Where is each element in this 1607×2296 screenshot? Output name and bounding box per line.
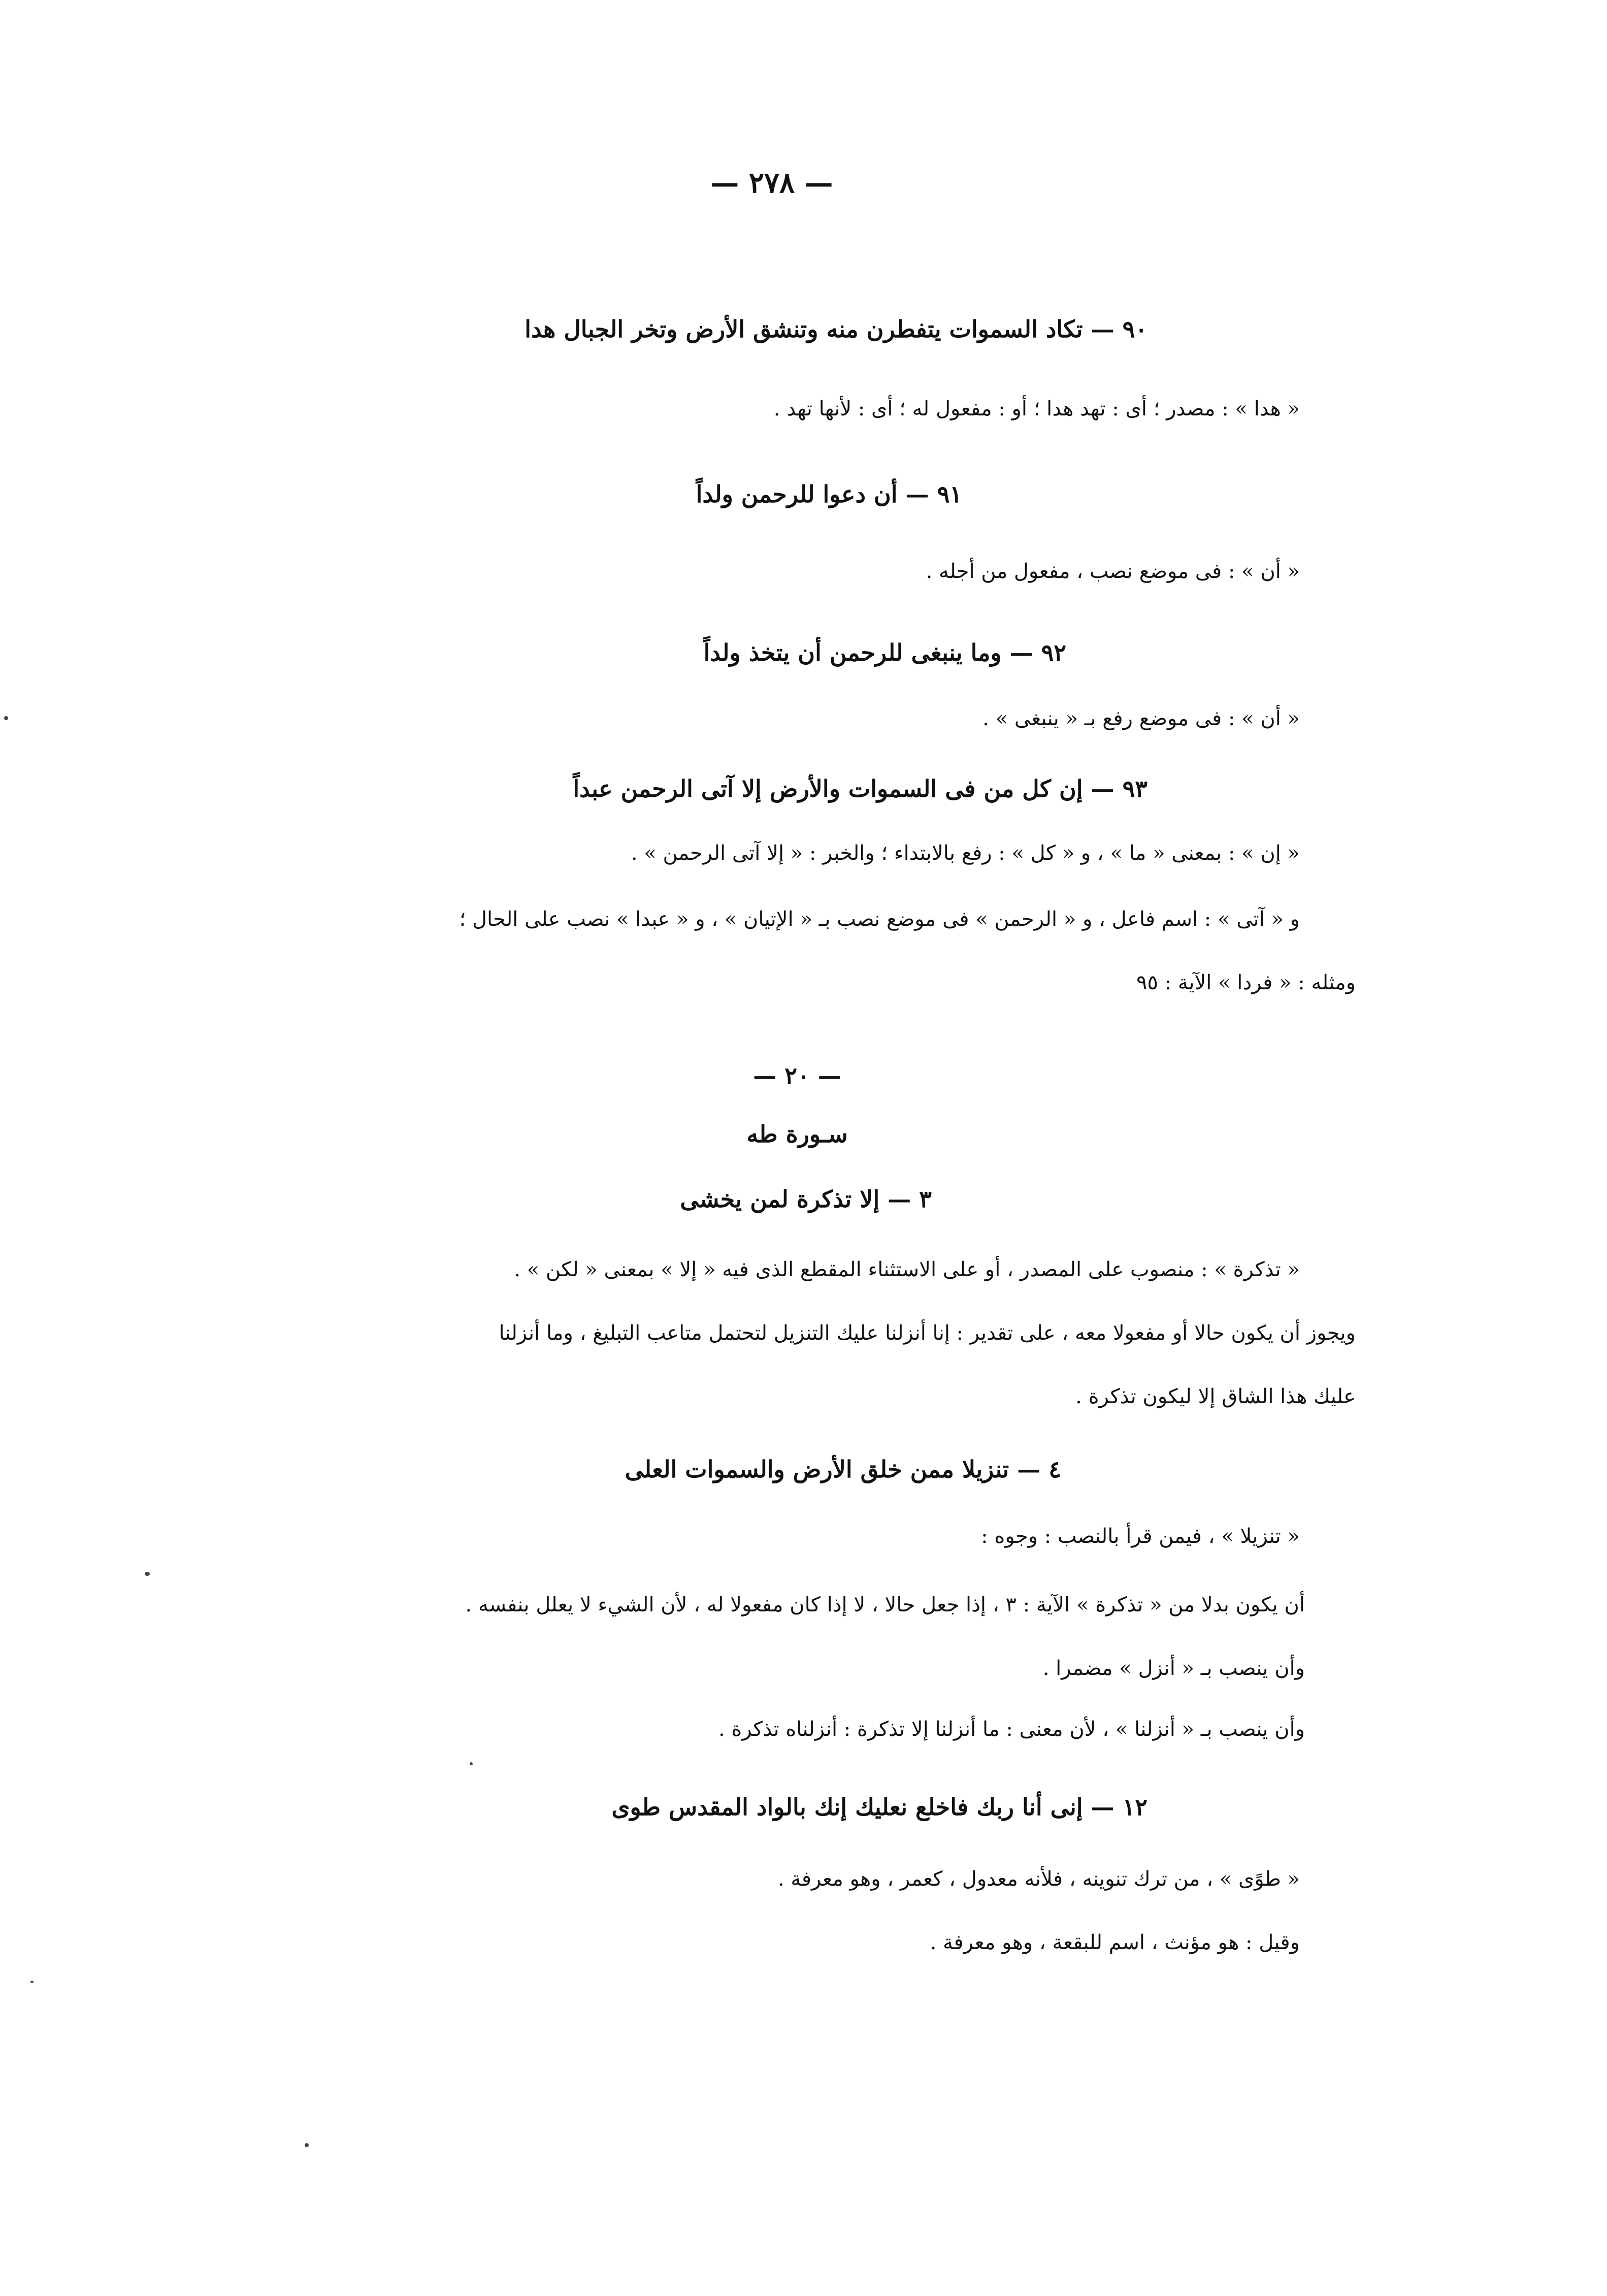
- scan-speck: [305, 2143, 309, 2147]
- verse-93: ٩٣ — إن كل من فى السموات والأرض إلا آتى الرحمن عبداً: [573, 775, 1147, 802]
- commentary-92: « أن » : فى موضع رفع بـ « ينبغى » .: [982, 707, 1300, 730]
- commentary-93-b: و « آتى » : اسم فاعل ، و « الرحمن » فى موضع نصب بـ « الإتيان » ، و « عبدا » نصب على الحال ؛: [459, 908, 1300, 931]
- commentary-12-b: وقيل : هو مؤنث ، اسم للبقعة ، وهو معرفة .: [930, 1931, 1300, 1954]
- commentary-4-c: وأن ينصب بـ « أنزل » مضمرا .: [1042, 1657, 1305, 1680]
- surah-number: — ٢٠ —: [753, 1062, 841, 1089]
- commentary-93-c: ومثله : « فردا » الآية : ٩٥: [1136, 971, 1356, 994]
- scan-speck: [145, 1572, 150, 1576]
- commentary-4-a: « تنزيلا » ، فيمن قرأ بالنصب : وجوه :: [981, 1525, 1300, 1548]
- verse-90: ٩٠ — تكاد السموات يتفطرن منه وتنشق الأرض وتخر الجبال هدا: [524, 315, 1147, 343]
- surah-title: سـورة طه: [746, 1120, 848, 1148]
- commentary-90: « هدا » : مصدر ؛ أى : تهد هدا ؛ أو : مفعول له ؛ أى : لأنها تهد .: [773, 397, 1300, 421]
- scan-speck: [4, 716, 8, 720]
- page-number: — ٢٧٨ —: [710, 166, 833, 200]
- scan-speck: [30, 1981, 34, 1983]
- commentary-3-a: « تذكرة » : منصوب على المصدر ، أو على الاستثناء المقطع الذى فيه « إلا » بمعنى « لكن » .: [514, 1258, 1300, 1281]
- commentary-12-a: « طوًى » ، من ترك تنوينه ، فلأنه معدول ، كعمر ، وهو معرفة .: [777, 1867, 1300, 1891]
- commentary-3-c: عليك هذا الشاق إلا ليكون تذكرة .: [1075, 1385, 1356, 1408]
- commentary-93-a: « إن » : بمعنى « ما » ، و « كل » : رفع بالابتداء ؛ والخبر : « إلا آتى الرحمن » .: [631, 842, 1300, 865]
- commentary-4-b: أن يكون بدلا من « تذكرة » الآية : ٣ ، إذا جعل حالا ، لا إذا كان مفعولا له ، لأن الشيء لا يعلل بنفسه .: [465, 1593, 1305, 1616]
- verse-91: ٩١ — أن دعوا للرحمن ولداً: [696, 480, 962, 508]
- verse-4: ٤ — تنزيلا ممن خلق الأرض والسموات العلى: [625, 1456, 1061, 1483]
- commentary-3-b: ويجوز أن يكون حالا أو مفعولا معه ، على تقدير : إنا أنزلنا عليك التنزيل لتحتمل متاعب التبليغ ، وما أنزلنا: [499, 1321, 1356, 1345]
- commentary-4-d: وأن ينصب بـ « أنزلنا » ، لأن معنى : ما أنزلنا إلا تذكرة : أنزلناه تذكرة .: [718, 1718, 1305, 1741]
- verse-92: ٩٢ — وما ينبغى للرحمن أن يتخذ ولداً: [703, 639, 1066, 666]
- commentary-91: « أن » : فى موضع نصب ، مفعول من أجله .: [926, 560, 1300, 583]
- scan-speck: [470, 1762, 473, 1765]
- verse-12: ١٢ — إنى أنا ربك فاخلع نعليك إنك بالواد المقدس طوى: [611, 1793, 1147, 1821]
- verse-3: ٣ — إلا تذكرة لمن يخشى: [680, 1185, 932, 1213]
